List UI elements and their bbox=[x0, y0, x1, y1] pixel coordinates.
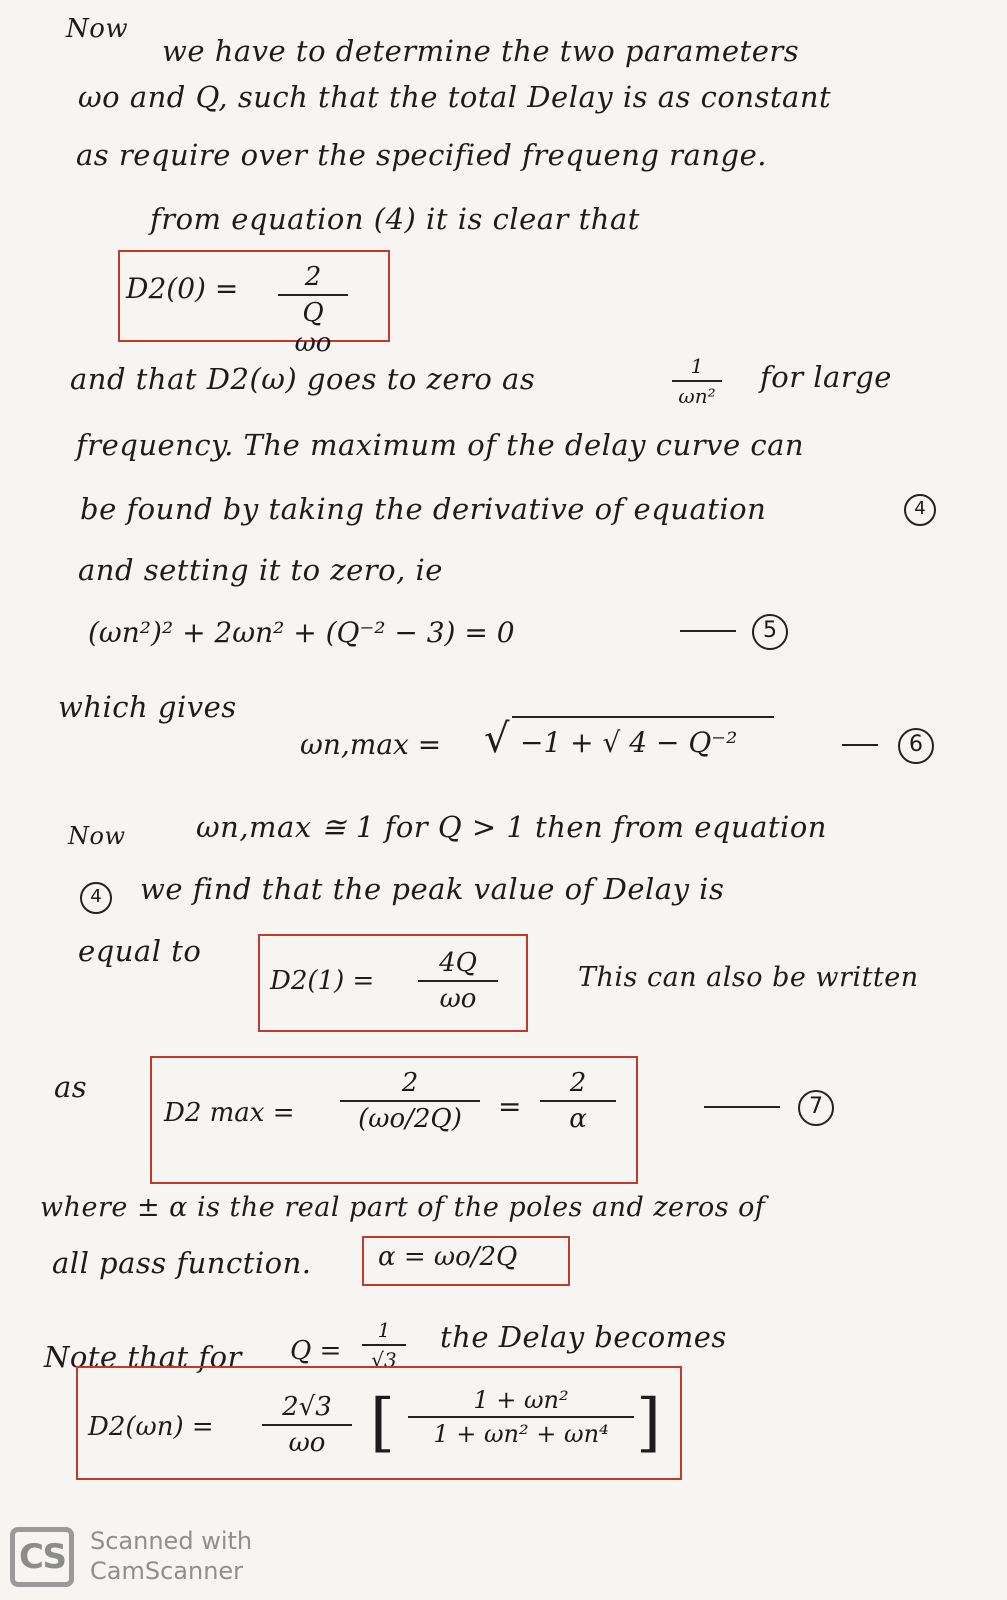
denominator: Q ωo bbox=[294, 298, 332, 358]
text-line: for large bbox=[760, 360, 892, 394]
text-line: Note that for bbox=[44, 1340, 242, 1374]
fraction bbox=[540, 1068, 616, 1134]
fraction bbox=[340, 1068, 480, 1134]
numerator: 2 bbox=[304, 262, 322, 292]
sqrt-overline bbox=[512, 716, 774, 718]
text-line: be found by taking the derivative of equation bbox=[80, 492, 767, 526]
camscanner-watermark bbox=[10, 1525, 310, 1595]
fraction-bar bbox=[672, 380, 722, 382]
fraction bbox=[418, 948, 498, 1014]
fraction bbox=[278, 262, 348, 358]
equation-6-radicand: −1 + √ 4 − Q⁻² bbox=[520, 726, 738, 759]
equation-ref-circle: 4 bbox=[904, 494, 936, 526]
text-line: as require over the specified frequeng range. bbox=[76, 138, 767, 172]
q-assignment: Q = bbox=[290, 1336, 342, 1366]
equation-dash bbox=[842, 744, 878, 746]
denominator: ωo bbox=[439, 984, 477, 1014]
fraction bbox=[672, 354, 722, 408]
denominator: α bbox=[569, 1104, 587, 1134]
text-line: we have to determine the two parameters bbox=[162, 34, 800, 68]
alpha-definition: α = ωo/2Q bbox=[378, 1242, 518, 1272]
camscanner-logo-icon: CS bbox=[10, 1527, 74, 1587]
text-line: ωn,max ≅ 1 for Q > 1 then from equation bbox=[196, 810, 827, 844]
text-line: equal to bbox=[78, 934, 202, 968]
text-line: Now bbox=[66, 14, 129, 44]
equals-sign: = bbox=[498, 1090, 522, 1123]
denominator: 1 + ωn² + ωn⁴ bbox=[433, 1420, 609, 1448]
denominator: √3 bbox=[371, 1348, 397, 1372]
numerator: 1 bbox=[377, 1318, 391, 1342]
denominator: ωn² bbox=[678, 384, 716, 408]
equation-lhs: D2 max = bbox=[164, 1098, 295, 1128]
equation-ref-circle: 4 bbox=[80, 882, 112, 914]
numerator: 1 + ωn² bbox=[473, 1386, 569, 1414]
watermark-line: Scanned with bbox=[90, 1527, 253, 1555]
fraction-bar bbox=[262, 1424, 352, 1426]
sqrt-symbol: √ bbox=[484, 716, 510, 762]
equation-lhs: D2(ωn) = bbox=[88, 1412, 214, 1442]
fraction-bar bbox=[340, 1100, 480, 1102]
text-line: all pass function. bbox=[52, 1246, 312, 1280]
numerator: 2 bbox=[401, 1068, 419, 1098]
fraction-bar bbox=[540, 1100, 616, 1102]
numerator: 2 bbox=[569, 1068, 587, 1098]
equation-tag-5: 5 bbox=[752, 614, 788, 650]
text-line: Now bbox=[68, 822, 126, 850]
text-line: where ± α is the real part of the poles and zeros of bbox=[40, 1192, 766, 1223]
equation-dash bbox=[680, 630, 736, 632]
text-line: frequency. The maximum of the delay curve can bbox=[76, 428, 805, 462]
fraction bbox=[362, 1318, 406, 1372]
watermark-line: CamScanner bbox=[90, 1557, 244, 1585]
text-line: we find that the peak value of Delay is bbox=[140, 872, 725, 906]
equation-lhs: D2(1) = bbox=[270, 966, 375, 996]
fraction bbox=[262, 1392, 352, 1458]
text-line: from equation (4) it is clear that bbox=[150, 202, 640, 236]
equation-6-lhs: ωn,max = bbox=[300, 728, 442, 761]
numerator: 4Q bbox=[439, 948, 477, 978]
fraction-bar bbox=[278, 294, 348, 296]
fraction-bar bbox=[418, 980, 498, 982]
equation-tag-6: 6 bbox=[898, 728, 934, 764]
fraction-bar bbox=[362, 1344, 406, 1346]
fraction bbox=[408, 1386, 634, 1448]
denominator: ωo bbox=[288, 1428, 326, 1458]
equation-5: (ωn²)² + 2ωn² + (Q⁻² − 3) = 0 bbox=[88, 616, 515, 649]
text-line: and that D2(ω) goes to zero as bbox=[70, 362, 536, 396]
fraction-bar bbox=[408, 1416, 634, 1418]
text-line: This can also be written bbox=[578, 962, 919, 993]
text-line: and setting it to zero, ie bbox=[78, 553, 443, 587]
text-line: the Delay becomes bbox=[440, 1320, 727, 1354]
bracket-left: [ bbox=[370, 1386, 395, 1460]
equation-lhs: D2(0) = bbox=[126, 272, 239, 305]
denominator: (ωo/2Q) bbox=[358, 1104, 462, 1134]
bracket-right: ] bbox=[636, 1386, 661, 1460]
equation-dash bbox=[704, 1106, 780, 1108]
text-line: as bbox=[54, 1070, 88, 1104]
text-line: which gives bbox=[58, 690, 237, 724]
numerator: 1 bbox=[690, 354, 704, 378]
equation-tag-7: 7 bbox=[798, 1090, 834, 1126]
numerator: 2√3 bbox=[282, 1392, 332, 1422]
text-line: ωo and Q, such that the total Delay is as constant bbox=[78, 80, 832, 114]
